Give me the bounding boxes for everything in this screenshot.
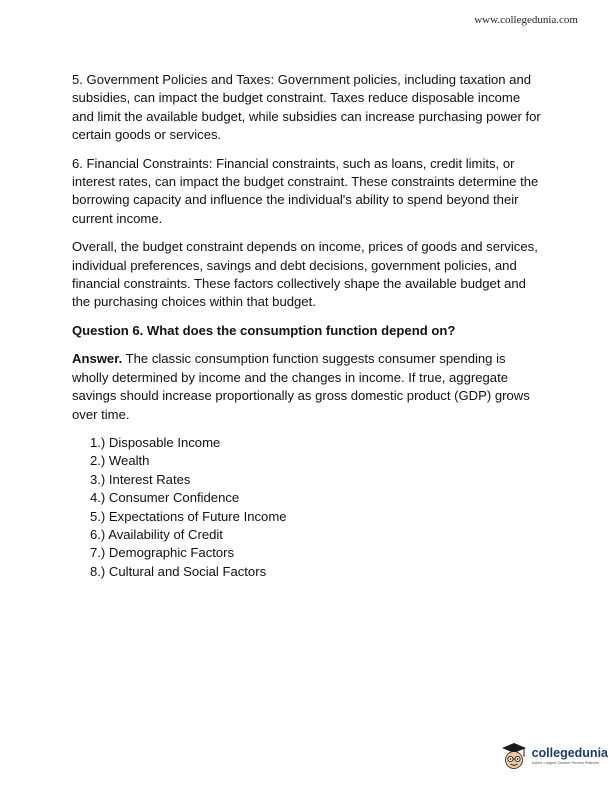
paragraph-overall: Overall, the budget constraint depends on income, prices of goods and services, individual preferences, savings and debt decisions, government policies, and financial constraints. These factors collectively shape the available budget and the purchasing choices within that budget.	[72, 239, 538, 310]
list-item: 8.) Cultural and Social Factors	[90, 563, 267, 579]
mascot-icon	[499, 740, 529, 772]
factor-list	[72, 434, 542, 581]
answer-text: The classic consumption function suggests consumer spending is wholly determined by income and the changes in income. If true, aggregate savings should increase proportionally as gross domestic product (GDP) grows over time.	[72, 351, 530, 422]
list-item: 1.) Disposable Income	[90, 434, 221, 450]
logo-tagline: India's Largest Student Review Platform	[531, 760, 600, 765]
answer-paragraph	[72, 350, 542, 424]
site-url: www.collegedunia.com	[474, 14, 578, 26]
list-item: 3.) Interest Rates	[90, 471, 191, 487]
logo-text	[532, 747, 608, 766]
list-item: 2.) Wealth	[90, 453, 150, 469]
question-heading: Question 6. What does the consumption function depend on?	[72, 322, 456, 338]
document-body	[72, 71, 542, 581]
list-item: 6.) Availability of Credit	[90, 526, 223, 542]
list-item: 7.) Demographic Factors	[90, 545, 235, 561]
list-item: 4.) Consumer Confidence	[90, 490, 240, 506]
logo-name: collegedunia	[531, 745, 608, 760]
collegedunia-logo	[499, 740, 608, 772]
paragraph-financial-constraints: 6. Financial Constraints: Financial constraints, such as loans, credit limits, or interest rates, can impact the budget constraint. These constraints determine the borrowing capacity and influence the individual's ability to spend beyond their current income.	[72, 155, 539, 226]
answer-label: Answer.	[72, 351, 123, 367]
list-item: 5.) Expectations of Future Income	[90, 508, 287, 524]
paragraph-government-policies: 5. Government Policies and Taxes: Government policies, including taxation and subsidies, can impact the budget constraint. Taxes reduce disposable income and limit the available budget, while subsidies can increase purchasing power for certain goods or services.	[72, 72, 541, 143]
